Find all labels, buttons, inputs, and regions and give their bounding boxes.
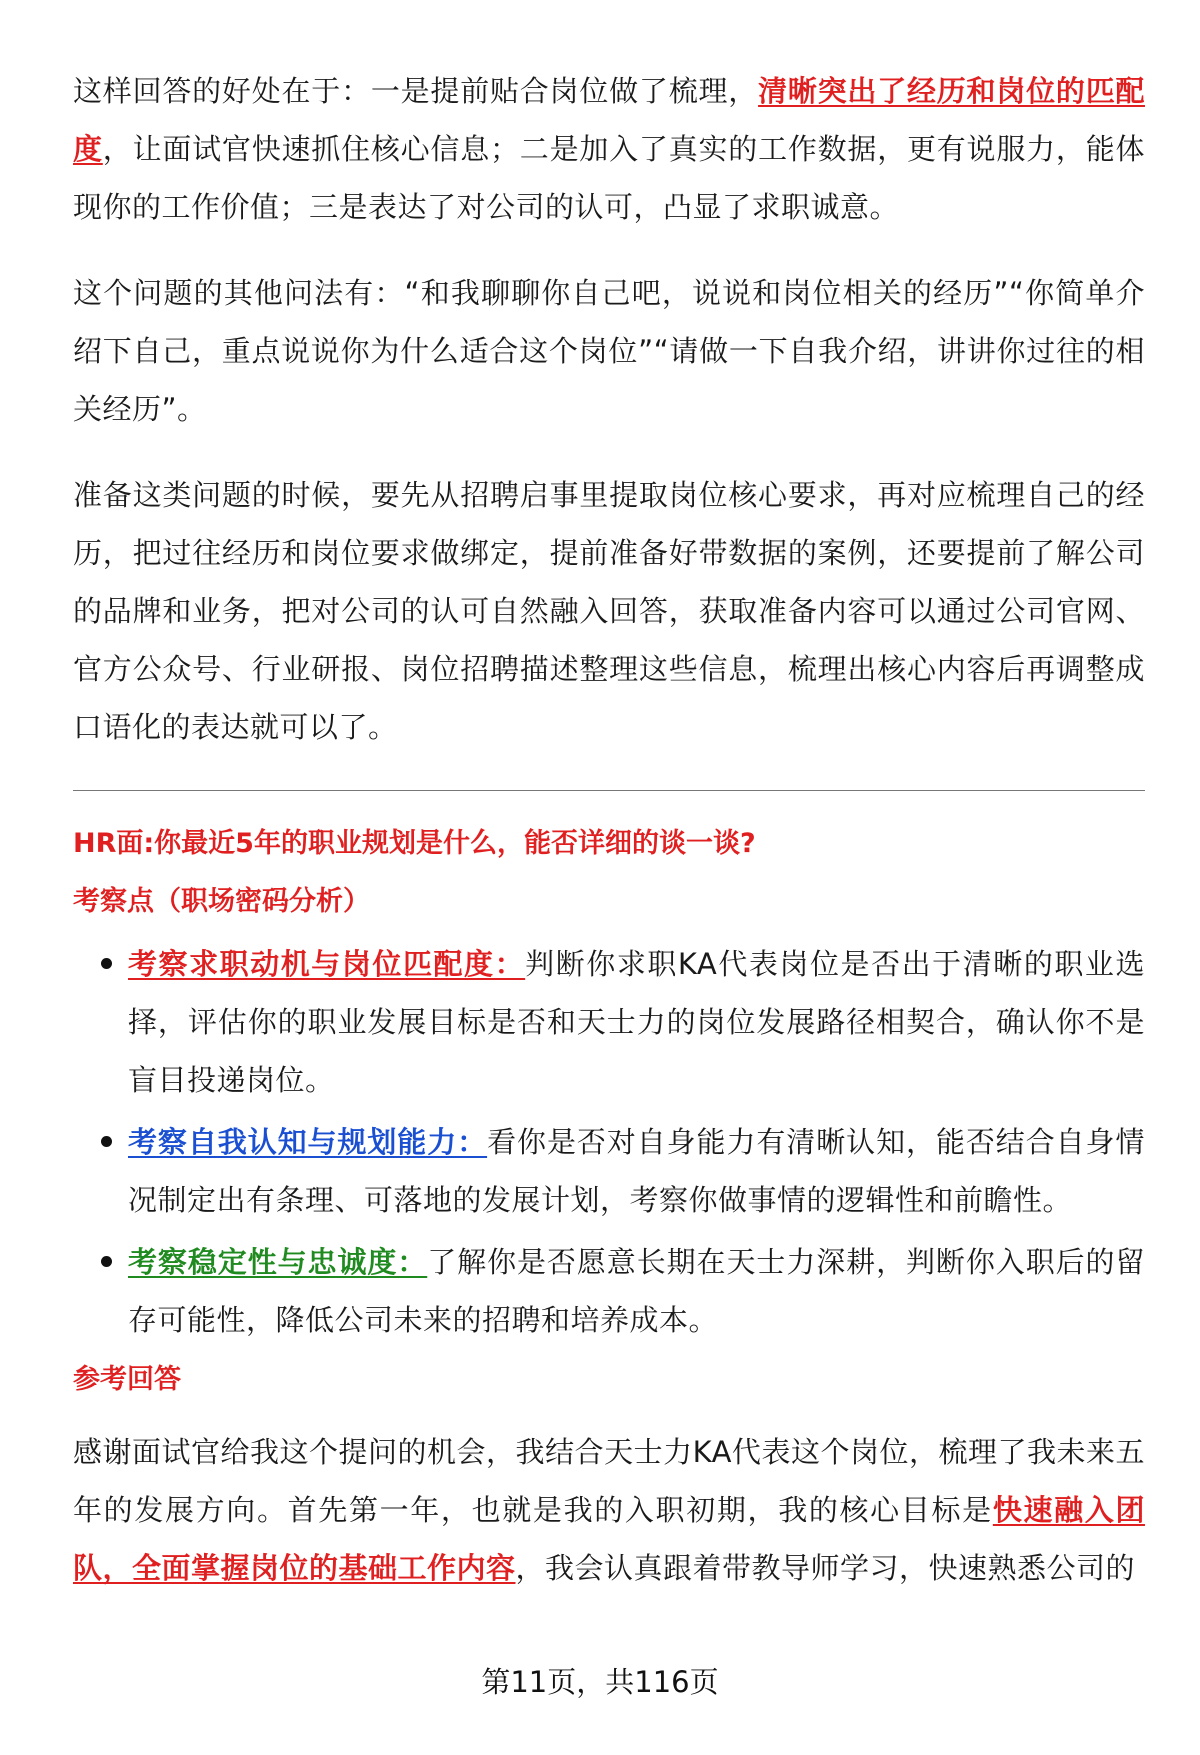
list-item: 考察求职动机与岗位匹配度：判断你求职KA代表岗位是否出于清晰的职业选择，评估你的职业发展目标是否和天士力的岗位发展路径相契合，确认你不是盲目投递岗位。 [128, 935, 1145, 1109]
paragraph-preparation: 准备这类问题的时候，要先从招聘启事里提取岗位核心要求，再对应梳理自己的经历，把过往经历和岗位要求做绑定，提前准备好带数据的案例，还要提前了解公司的品牌和业务，把对公司的认可自然融入回答，获取准备内容可以通过公司官网、官方公众号、行业研报、岗位招聘描述整理这些信息，梳理出核心内容后再调整成口语化的表达就可以了。 [73, 478, 1145, 744]
paragraph-alt-questions: 这个问题的其他问法有：“和我聊聊你自己吧，说说和岗位相关的经历”“你简单介绍下自己，重点说说你为什么适合这个岗位”“请做一下自我介绍，讲讲你过往的相关经历”。 [73, 276, 1145, 426]
bullet-lead: 考察稳定性与忠诚度： [128, 1245, 428, 1279]
reference-heading: 参考回答 [73, 1364, 181, 1395]
paragraph-benefits: 这样回答的好处在于：一是提前贴合岗位做了梳理，清晰突出了经历和岗位的匹配度，让面试官快速抓住核心信息；二是加入了真实的工作数据，更有说服力，能体现你的工作价值；三是表达了对公司的认可，凸显了求职诚意。 [73, 74, 1145, 224]
highlight-goal: 快速融入团队，全面掌握岗位的基础工作内容 [73, 1493, 1145, 1585]
kaocha-list [73, 935, 1145, 1349]
page-footer: 第11页，共116页 [481, 1665, 719, 1699]
list-item: 考察自我认知与规划能力：看你是否对自身能力有清晰认知，能否结合自身情况制定出有条理、可落地的发展计划，考察你做事情的逻辑性和前瞻性。 [128, 1113, 1145, 1229]
kaocha-heading: 考察点（职场密码分析） [73, 886, 370, 917]
bullet-lead: 考察自我认知与规划能力： [128, 1125, 488, 1159]
highlight-match: 清晰突出了经历和岗位的匹配度 [73, 74, 1145, 166]
question-heading: HR面:你最近5年的职业规划是什么，能否详细的谈一谈? [73, 828, 756, 859]
section-divider [73, 790, 1145, 791]
bullet-lead: 考察求职动机与岗位匹配度： [128, 947, 526, 981]
paragraph-answer: 感谢面试官给我这个提问的机会，我结合天士力KA代表这个岗位，梳理了我未来五年的发展方向。首先第一年，也就是我的入职初期，我的核心目标是快速融入团队，全面掌握岗位的基础工作内容，我会认真跟着带教导师学习，快速熟悉公司的 [73, 1435, 1145, 1585]
document-page [73, 62, 1145, 1625]
list-item: 考察稳定性与忠诚度：了解你是否愿意长期在天士力深耕，判断你入职后的留存可能性，降低公司未来的招聘和培养成本。 [128, 1233, 1145, 1349]
